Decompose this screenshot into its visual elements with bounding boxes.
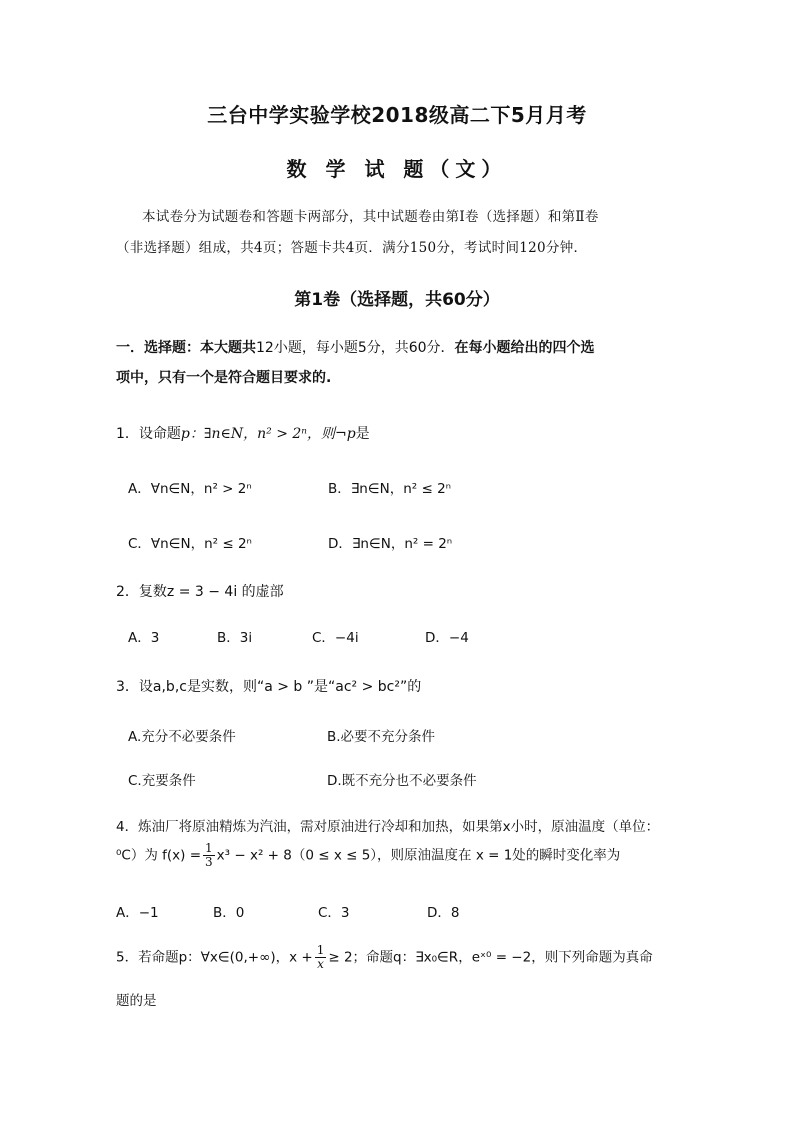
exam-title: 三台中学实验学校2018级高二下5月月考	[207, 103, 587, 127]
q4-option-a: A．−1	[116, 905, 159, 921]
q4-line2-b: x³ − x² + 8（0 ≤ x ≤ 5），则原油温度在 x = 1处的瞬时变化率为	[216, 847, 621, 864]
question-4-line-1: 4．炼油厂将原油精炼为汽油，需对原油进行冷却和加热，如果第x小时，原油温度（单位：	[116, 819, 660, 835]
q5-fraction	[315, 944, 327, 971]
q1-option-d: D．∃n∈N，n² = 2ⁿ	[328, 536, 453, 552]
q5-frac-num: 1	[316, 943, 325, 957]
q3-option-d: D.既不充分也不必要条件	[327, 773, 477, 789]
section-title: 第1卷（选择题，共60分）	[294, 290, 500, 310]
instruction-bold-2: 在每小题给出的四个选	[454, 340, 595, 356]
q2-option-c: C．−4i	[312, 630, 359, 646]
q1-option-b: B．∃n∈N，n² ≤ 2ⁿ	[328, 481, 452, 497]
q4-option-b: B．0	[213, 905, 245, 921]
q2-option-b: B．3i	[217, 630, 253, 646]
q5-line1-a: 5．若命题p：∀x∈(0,+∞)，x +	[116, 949, 313, 966]
q4-option-c: C．3	[318, 905, 350, 921]
q3-option-b: B.必要不充分条件	[327, 729, 436, 745]
question-1-stem	[116, 423, 370, 443]
intro-line-2: （非选择题）组成，共4页；答题卡共4页．满分150分，考试时间120分钟．	[116, 240, 588, 256]
instruction-plain: 12小题，每小题5分，共60分．	[256, 340, 455, 356]
section-instruction-line-2: 项中，只有一个是符合题目要求的.	[116, 370, 332, 386]
q1-stem-c: ：∃n∈N，n² > 2ⁿ，则¬	[189, 426, 347, 442]
q1-stem-a: 1．设命题	[116, 426, 181, 442]
question-5-line-2: 题的是	[116, 993, 157, 1009]
q1-stem-d: p	[346, 426, 356, 442]
q3-option-a: A.充分不必要条件	[128, 729, 236, 745]
q2-option-a: A．3	[128, 630, 160, 646]
q1-option-a: A．∀n∈N，n² > 2ⁿ	[128, 481, 252, 497]
q5-frac-den: x	[317, 957, 324, 971]
q4-frac-num: 1	[205, 841, 213, 855]
q5-line1-b: ≥ 2；命题q：∃x₀∈R，eˣ⁰ = −2，则下列命题为真命	[328, 949, 653, 966]
q1-option-c: C．∀n∈N，n² ≤ 2ⁿ	[128, 536, 252, 552]
question-3-stem: 3．设a,b,c是实数，则“a > b ”是“ac² > bc²”的	[116, 679, 422, 695]
q2-option-d: D．−4	[425, 630, 469, 646]
question-4-line-2	[116, 842, 620, 869]
intro-line-1: 本试卷分为试题卷和答题卡两部分，其中试题卷由第Ⅰ卷（选择题）和第Ⅱ卷	[142, 209, 599, 225]
instruction-bold-1: 一．选择题：本大题共	[116, 340, 256, 356]
question-2-stem: 2．复数z = 3 − 4i 的虚部	[116, 584, 284, 600]
watermark-text	[600, 762, 611, 787]
q3-option-c: C.充要条件	[128, 773, 196, 789]
section-instruction	[116, 337, 595, 357]
q4-fraction	[203, 842, 215, 869]
q4-option-d: D．8	[427, 905, 460, 921]
q1-stem-e: 是	[355, 426, 370, 442]
q4-line2-a: ⁰C）为 f(x) =	[116, 847, 202, 864]
q1-stem-b: p	[180, 426, 190, 442]
exam-subtitle: 数 学 试 题（文）	[286, 157, 508, 181]
question-5-line-1	[116, 944, 653, 971]
q4-frac-den: 3	[205, 855, 213, 869]
